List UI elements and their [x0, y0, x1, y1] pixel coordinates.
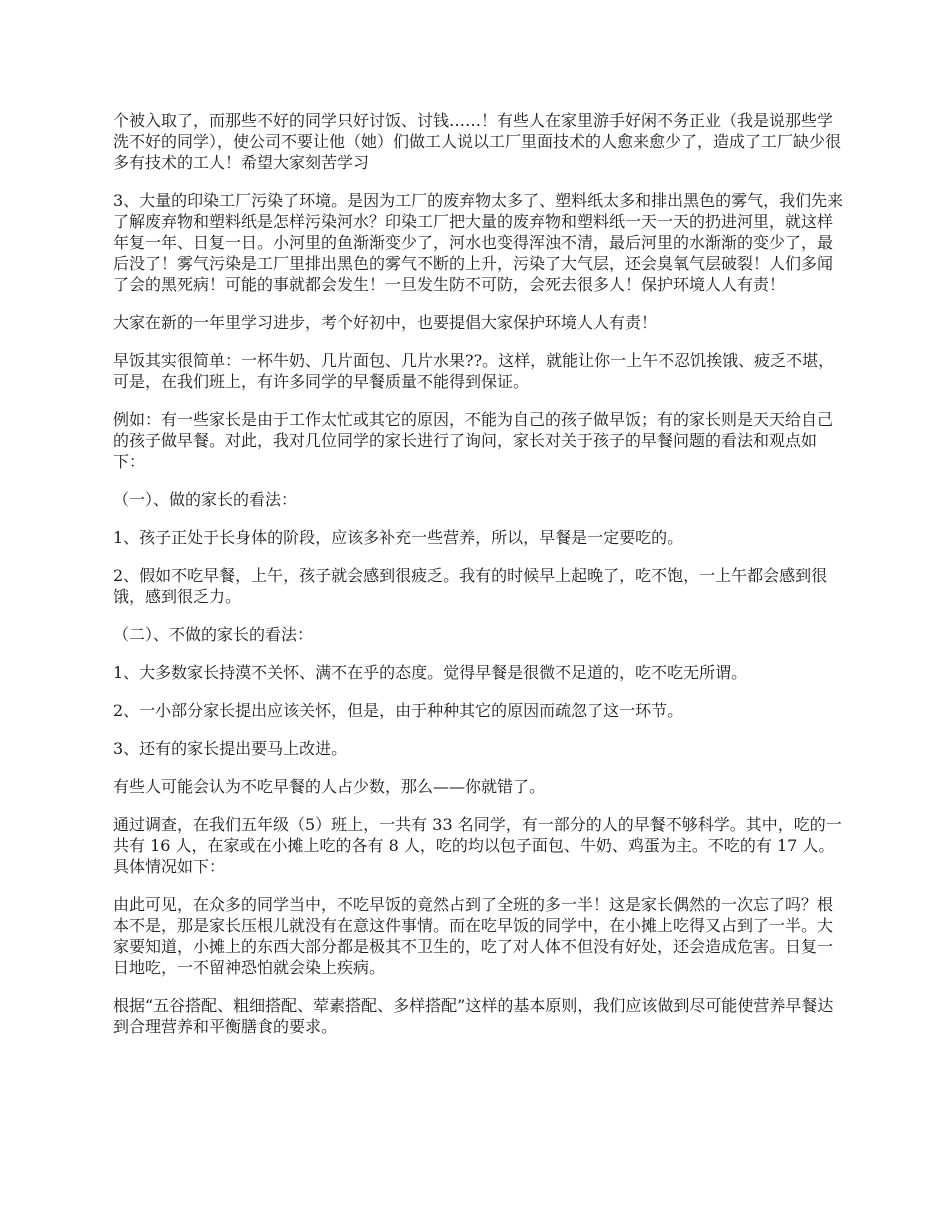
paragraph-4: 早饭其实很简单：一杯牛奶、几片面包、几片水果??。这样，就能让你一上午不忍饥挨饿、疲乏不堪，可是，在我们班上，有许多同学的早餐质量不能得到保证。: [113, 351, 835, 391]
paragraph-13: 有些人可能会认为不吃早餐的人占少数，那么——你就错了。: [113, 777, 546, 796]
paragraph-7: 1、孩子正处于长身体的阶段，应该多补充一些营养，所以，早餐是一定要吃的。: [113, 528, 684, 547]
paragraph-12: 3、还有的家长提出要马上改进。: [113, 739, 348, 758]
section-heading-2: （二）、不做的家长的看法：: [113, 625, 314, 644]
paragraph-16: 根据“五谷搭配、粗细搭配、荤素搭配、多样搭配”这样的基本原则，我们应该做到尽可能使营养早餐达到合理营养和平衡膳食的要求。: [113, 996, 834, 1036]
paragraph-15: 由此可见，在众多的同学当中，不吃早饭的竟然占到了全班的多一半！这是家长偶然的一次忘了吗？根本不是，那是家长压根儿就没有在意这件事情。而在吃早饭的同学中，在小摊上吃得又占到了一半。大家要知道，小摊上的东西大部分都是极其不卫生的，吃了对人体不但没有好处，还会造成危害。日复一日地吃，一不留神恐怕就会染上疾病。: [113, 895, 834, 977]
paragraph-5: 例如：有一些家长是由于工作太忙或其它的原因，不能为自己的孩子做早饭；有的家长则是天天给自己的孩子做早餐。对此，我对几位同学的家长进行了询问，家长对关于孩子的早餐问题的看法和观点如下：: [113, 410, 834, 471]
paragraph-2: 3、大量的印染工厂污染了环境。是因为工厂的废弃物太多了、塑料纸太多和排出黑色的雾气，我们先来了解废弃物和塑料纸是怎样污染河水？印染工厂把大量的废弃物和塑料纸一天一天的扔进河里，就这样年复一年、日复一日。小河里的鱼渐渐变少了，河水也变得浑浊不清，最后河里的水渐渐的变少了，最后没了！雾气污染是工厂里排出黑色的雾气不断的上升，污染了大气层，还会臭氧气层破裂！人们多闻了会的黑死病！可能的事就都会发生！一旦发生防不可防，会死去很多人！保护环境人人有责！: [113, 191, 844, 294]
section-heading-1: （一）、做的家长的看法：: [113, 490, 298, 509]
paragraph-14: 通过调查，在我们五年级（5）班上，一共有 33 名同学，有一部分的人的早餐不够科学。其中，吃的一共有 16 人，在家或在小摊上吃的各有 8 人，吃的均以包子面包、牛奶、鸡蛋为主。不吃的有 17 人。具体情况如下：: [113, 815, 842, 876]
paragraph-11: 2、一小部分家长提出应该关怀，但是，由于种种其它的原因而疏忽了这一环节。: [113, 701, 684, 720]
paragraph-8: 2、假如不吃早餐，上午，孩子就会感到很疲乏。我有的时候早上起晚了，吃不饱，一上午都会感到很饿，感到很乏力。: [113, 566, 828, 606]
document-body: [113, 110, 845, 1054]
paragraph-10: 1、大多数家长持漠不关怀、满不在乎的态度。觉得早餐是很微不足道的，吃不吃无所谓。: [113, 663, 748, 682]
paragraph-1: 个被入取了，而那些不好的同学只好讨饭、讨钱……！有些人在家里游手好闲不务正业（我是说那些学洗不好的同学），使公司不要让他（她）们做工人说以工厂里面技术的人愈来愈少了，造成了工厂缺少很多有技术的工人！希望大家刻苦学习: [113, 111, 842, 172]
paragraph-3: 大家在新的一年里学习进步，考个好初中，也要提倡大家保护环境人人有责！: [113, 313, 658, 332]
